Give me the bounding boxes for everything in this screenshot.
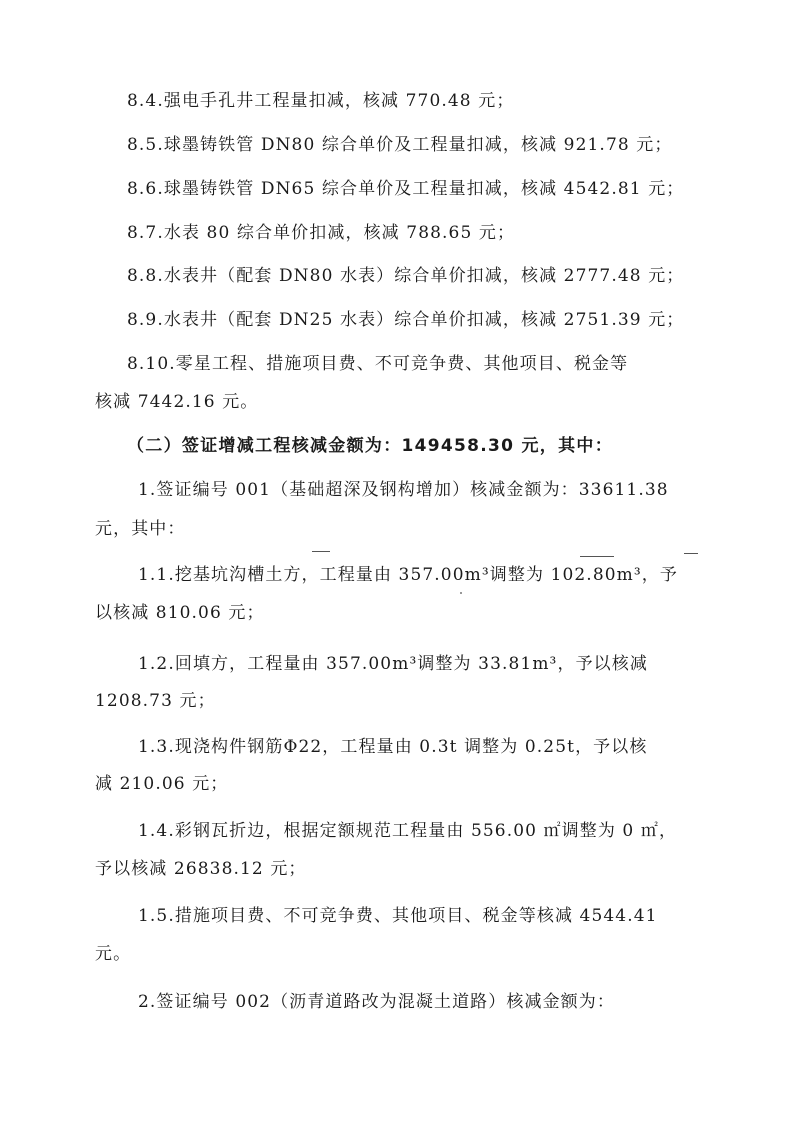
section-heading-2: （二）签证增减工程核减金额为：149458.30 元，其中：	[127, 436, 614, 456]
text-line-2: 2.签证编号 002（沥青道路改为混凝土道路）核减金额为：	[138, 992, 615, 1012]
text-line-1-2-cont: 1208.73 元；	[95, 691, 216, 711]
text-line-1-cont: 元，其中：	[95, 519, 186, 539]
text-line-1-2: 1.2.回填方，工程量由 357.00m³调整为 33.81m³，予以核减	[138, 654, 648, 674]
text-line-1-3: 1.3.现浇构件钢筋Φ22，工程量由 0.3t 调整为 0.25t，予以核	[138, 737, 648, 757]
text-line-1-4-cont: 予以核减 26838.12 元；	[95, 859, 307, 879]
text-line-8-10-cont: 核减 7442.16 元。	[95, 392, 259, 412]
text-line-8-4: 8.4.强电手孔井工程量扣减，核减 770.48 元；	[127, 91, 515, 111]
text-line-8-10: 8.10.零星工程、措施项目费、不可竞争费、其他项目、税金等	[127, 354, 629, 374]
text-line-8-9: 8.9.水表井（配套 DN25 水表）综合单价扣减，核减 2751.39 元；	[127, 310, 685, 330]
text-line-1-1: 1.1.挖基坑沟槽土方，工程量由 357.00m³调整为 102.80m³，予	[138, 565, 678, 585]
text-line-1-5: 1.5.措施项目费、不可竞争费、其他项目、税金等核减 4544.41	[138, 906, 658, 926]
scan-artifact	[580, 556, 614, 557]
text-line-8-8: 8.8.水表井（配套 DN80 水表）综合单价扣减，核减 2777.48 元；	[127, 266, 685, 286]
text-line-1: 1.签证编号 001（基础超深及钢构增加）核减金额为：33611.38	[138, 480, 669, 500]
text-line-8-7: 8.7.水表 80 综合单价扣减，核减 788.65 元；	[127, 223, 516, 243]
text-line-8-6: 8.6.球墨铸铁管 DN65 综合单价及工程量扣减，核减 4542.81 元；	[127, 179, 685, 199]
text-line-8-5: 8.5.球墨铸铁管 DN80 综合单价及工程量扣减，核减 921.78 元；	[127, 135, 673, 155]
text-line-1-5-cont: 元。	[95, 944, 132, 964]
scan-artifact	[684, 553, 698, 554]
scan-artifact	[460, 592, 462, 594]
text-line-1-1-cont: 以核减 810.06 元；	[95, 603, 265, 623]
text-line-1-3-cont: 减 210.06 元；	[95, 774, 229, 794]
text-line-1-4: 1.4.彩钢瓦折边，根据定额规范工程量由 556.00 ㎡调整为 0 ㎡，	[138, 821, 678, 841]
scan-artifact	[312, 551, 330, 552]
